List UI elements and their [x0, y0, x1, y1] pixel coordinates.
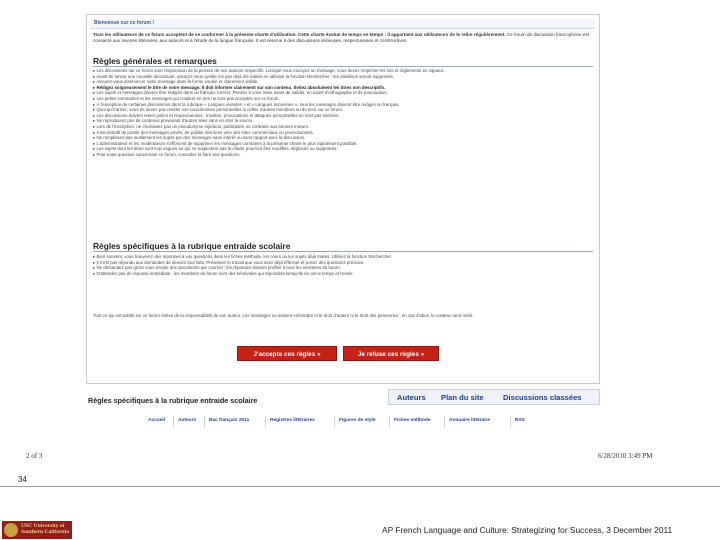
intro-paragraph — [93, 32, 593, 44]
printed-webpage — [86, 14, 600, 434]
rule-item: ▸ Il est interdit de poster des messages privés, de publier des liens vers des sites commerciaux ou promotionnels. — [93, 130, 595, 136]
nav-link-methods[interactable]: Fiches méthode — [394, 418, 431, 423]
rule-item: ▸ N'attendez pas de réponse immédiate : les membres du forum sont des bénévoles qui répondent lorsqu'ils en ont le temps et l'envie. — [93, 271, 595, 277]
nav-link-authors[interactable]: Auteurs — [397, 393, 426, 402]
school-rules-list — [93, 254, 595, 276]
rule-item: ▸ Les pelles sommaires et les messages qui n'aident en rien ne sont pas acceptés sur ce forum. — [93, 96, 595, 102]
main-nav — [388, 389, 600, 405]
general-rules-divider — [93, 66, 593, 67]
slide-caption: AP French Language and Culture: Strategizing for Success, 3 December 2011 — [382, 525, 673, 535]
nav-link-directory[interactable]: Annuaire littéraire — [449, 418, 491, 423]
school-rules-divider — [93, 251, 593, 252]
footer-section-heading: Règles spécifiques à la rubrique entraide scolaire — [88, 396, 258, 405]
usc-seal-icon — [4, 523, 18, 537]
secondary-nav — [146, 416, 586, 428]
rule-item: ▸ Avant de lancer une nouvelle discussion, assurez-vous qu'elle n'a pas déjà été traitée en utilisant la fonction Rechercher : les doublons seront supprimés. — [93, 74, 595, 80]
rule-item: ▸ Ne demandez pas qu'on vous envoie des documents par courriel : les réponses doivent profiter à tous les membres du forum. — [93, 265, 595, 271]
intro-rest-text: Ce forum de discussion francophone est consacré aux œuvres littéraires, aux auteurs et à l'étude de la langue française. Il est réservé à des discussions sérieuses, respectueuses et constructives. — [93, 32, 590, 43]
nav-separator — [265, 416, 266, 427]
nav-link-sitemap[interactable]: Plan du site — [441, 393, 484, 402]
nav-link-authors-small[interactable]: Auteurs — [178, 418, 197, 423]
rule-item: ▸ Quoi qu'il arrive, vous ne devez pas révéler vos coordonnées personnelles ni celles d'autres membres ou de tiers sur ce forum. — [93, 107, 595, 113]
nav-link-registers[interactable]: Registres littéraires — [270, 418, 315, 423]
forum-charter-panel — [86, 14, 600, 384]
nav-separator — [173, 416, 174, 427]
rule-item: ▸ Bien souvent, vous trouverez des réponses à vos questions dans les fiches méthode, les cours ou les sujets déjà traités. Utilisez la fonction Rechercher. — [93, 254, 595, 260]
nav-separator — [510, 416, 511, 427]
nav-link-home[interactable]: Accueil — [148, 418, 166, 423]
print-datetime: 6/28/2010 3:49 PM — [598, 452, 653, 460]
nav-separator — [389, 416, 390, 427]
usc-logo — [2, 521, 72, 539]
slide-divider — [0, 486, 720, 487]
nav-separator — [334, 416, 335, 427]
nav-link-bac[interactable]: Bac français 2011 — [209, 418, 250, 423]
rule-item: ▸ Lors de l'inscription, ne choisissez pas un pseudonyme injurieux, publicitaire ou contraire aux bonnes mœurs. — [93, 124, 595, 130]
charter-buttons — [237, 346, 447, 361]
nav-link-rss[interactable]: RSS — [515, 418, 525, 423]
nav-separator — [444, 416, 445, 427]
rule-item: ▸ À l'exception de certaines discussions dans la rubrique « Langues vivantes » et « Langues anciennes », tous les messages doivent être rédigés en français. — [93, 102, 595, 108]
nav-link-figures[interactable]: Figures de style — [339, 418, 376, 423]
rule-item: ▸ Ne reproduisez pas de contenus provenant d'autres sites sans en citer la source. — [93, 118, 595, 124]
accept-rules-button[interactable]: J'accepte ces règles » — [237, 346, 337, 361]
general-rules-list — [93, 68, 595, 158]
welcome-bar — [90, 19, 595, 29]
rule-item: ▸ L'administrateur et les modérateurs s'efforcent de supprimer les messages contraires à la présente charte le plus rapidement possible. — [93, 141, 595, 147]
refuse-rules-button[interactable]: Je refuse ces règles » — [343, 346, 439, 361]
rule-item: ▸ Les sujets et messages doivent être rédigés dans un français correct. Pensez à vous relire avant de valider, en usant d'orthographe et de ponctuation. — [93, 90, 595, 96]
slide-number: 34 — [18, 475, 27, 484]
rule-item: ▸ Il n'est pas répondu aux demandes de devoirs tout faits. Présentez le travail que vous avez déjà effectué et posez des questions précises. — [93, 260, 595, 266]
nav-separator — [204, 416, 205, 427]
rule-item: ▸ Les discussions doivent rester polies et respectueuses : insultes, provocations et attaques personnelles ne sont pas tolérées. — [93, 113, 595, 119]
usc-logo-text: USC University of Southern California — [21, 523, 70, 536]
general-rules-heading: Règles générales et remarques — [93, 56, 217, 66]
welcome-title: Bienvenue sur ce forum ! — [94, 20, 155, 26]
school-rules-heading: Règles spécifiques à la rubrique entraide scolaire — [93, 241, 291, 251]
rule-item: ▸ Pour toute question concernant ce forum, consultez la foire aux questions. — [93, 152, 595, 158]
closing-paragraph: Tout ce qui est publié sur ce forum relève de la responsabilité de son auteur. Les messages ne doivent enfreindre ni le droit d'auteur ni le droit des personnes ; en cas d'abus, le contenu sera retiré. — [93, 313, 474, 318]
nav-link-discussions[interactable]: Discussions classées — [503, 393, 582, 402]
rule-item: ▸ Les discussions sur ce forum sont l'expression de la pensée de ses auteurs respectifs. Lorsque vous envoyez un message, vous devez respecter les lois et règlements en vigueur. — [93, 68, 595, 74]
print-page-number: 2 of 3 — [26, 452, 43, 460]
rule-item: ▸ Rédigez soigneusement le titre de votre message. Il doit informer clairement sur son contenu. Évitez absolument les titres non descriptifs. — [93, 85, 595, 91]
intro-strong-text: Tous les utilisateurs de ce forum acceptent de se conformer à la présente charte d'utilisation. Cette charte évolue de temps en temps : il appartient aux utilisateurs de le relire régulièrement. — [93, 32, 506, 37]
rule-item: ▸ Ne remplissez pas inutilement les sujets par des messages sans intérêt ou sans rapport avec la discussion. — [93, 135, 595, 141]
rule-item: ▸ Les sujets dont les titres sont trop vagues ou qui ne respectent pas la charte pourront être modifiés, déplacés ou supprimés. — [93, 146, 595, 152]
rule-item: ▸ Assurez-vous d'annoncer votre message dans la forme voulue et clairement visible. — [93, 79, 595, 85]
